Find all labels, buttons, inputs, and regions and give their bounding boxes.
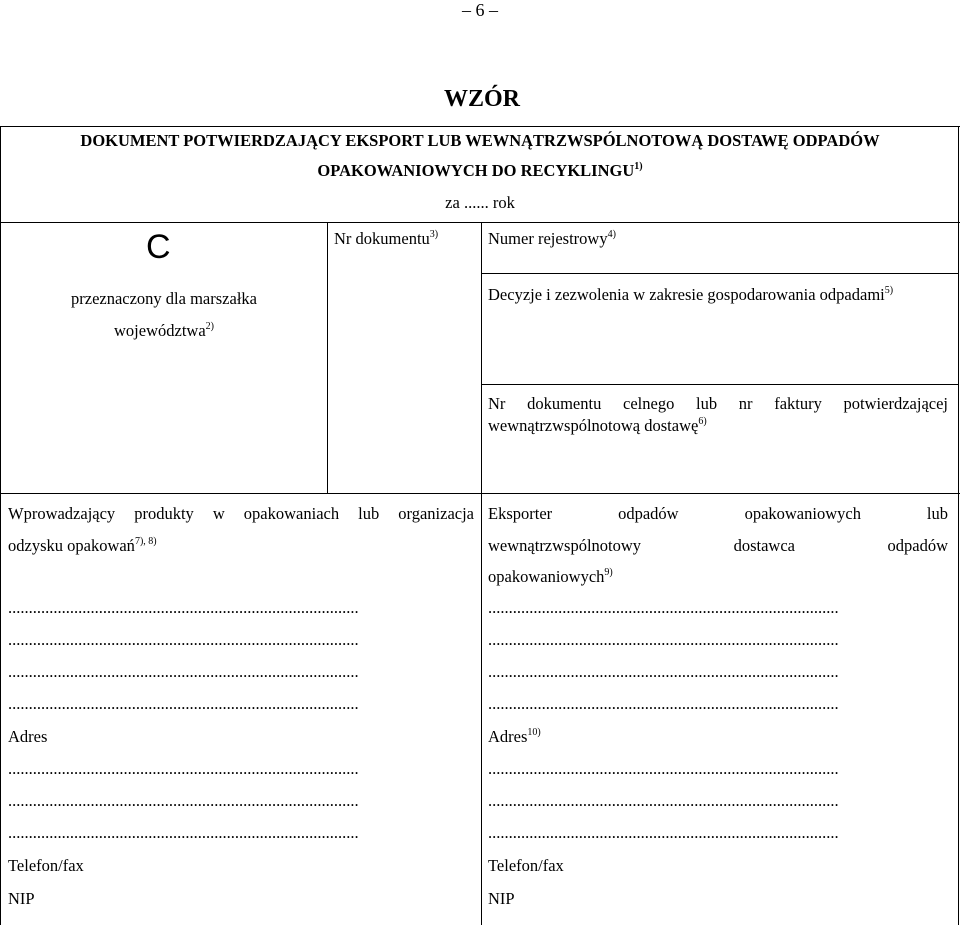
exporter-address-field-1: .....................................................................................	[488, 759, 839, 778]
decisions-label: Decyzje i zezwolenia w zakresie gospodarowania odpadami$^{5)}$	[488, 285, 894, 304]
customs-doc-line1: Nr dokumentu celnego lub nr faktury potwierdzającej	[488, 394, 948, 413]
exporter-name-field-3: .....................................................................................	[488, 662, 839, 681]
decisions-divider	[481, 384, 959, 385]
center-divider	[481, 222, 482, 925]
introducer-nip-label: NIP	[8, 889, 35, 908]
introducer-address-field-1: .....................................................................................	[8, 759, 359, 778]
frame-left-border	[0, 126, 1, 925]
introducer-phone-label: Telefon/fax	[8, 856, 84, 875]
left-box-divider	[327, 222, 328, 493]
registry-number-label: Numer rejestrowy$^{4)}$	[488, 229, 616, 248]
frame-top-border	[0, 126, 960, 127]
form-letter: C	[146, 228, 171, 266]
introducer-name-field-2: .....................................................................................	[8, 630, 359, 649]
section-divider	[0, 493, 960, 494]
registry-divider	[481, 273, 959, 274]
year-line: za ...... rok	[445, 193, 515, 212]
exporter-line2: wewnątrzwspólnotowy dostawca odpadów	[488, 536, 948, 555]
customs-doc-line2: wewnątrzwspólnotową dostawę$^{6)}$	[488, 416, 707, 435]
exporter-phone-label: Telefon/fax	[488, 856, 564, 875]
exporter-address-field-2: .....................................................................................	[488, 791, 839, 810]
recipient-line1: przeznaczony dla marszałka	[71, 289, 257, 308]
recipient-line2: województwa$^{2)}$	[114, 321, 214, 340]
exporter-address-label: Adres$^{10)}$	[488, 727, 541, 746]
introducer-name-field-4: .....................................................................................	[8, 694, 359, 713]
exporter-name-field-1: .....................................................................................	[488, 598, 839, 617]
introducer-line1: Wprowadzający produkty w opakowaniach lub organizacja	[8, 504, 474, 523]
exporter-line3: opakowaniowych$^{9)}$	[488, 567, 613, 586]
page-number: – 6 –	[462, 0, 498, 20]
introducer-name-field-3: .....................................................................................	[8, 662, 359, 681]
introducer-line2: odzysku opakowań$^{7), 8)}$	[8, 536, 157, 555]
exporter-address-field-3: .....................................................................................	[488, 823, 839, 842]
introducer-address-field-2: .....................................................................................	[8, 791, 359, 810]
frame-right-border	[958, 126, 959, 925]
form-heading-line1: DOKUMENT POTWIERDZAJĄCY EKSPORT LUB WEWNĄTRZWSPÓLNOTOWĄ DOSTAWĘ ODPADÓW	[80, 131, 880, 150]
document-number-label: Nr dokumentu$^{3)}$	[334, 229, 439, 248]
exporter-nip-label: NIP	[488, 889, 515, 908]
introducer-name-field-1: .....................................................................................	[8, 598, 359, 617]
exporter-name-field-2: .....................................................................................	[488, 630, 839, 649]
introducer-address-label: Adres	[8, 727, 48, 746]
document-title: WZÓR	[443, 86, 520, 112]
form-heading-line2: OPAKOWANIOWYCH DO RECYKLINGU$^{1)}$	[317, 161, 643, 180]
exporter-line1: Eksporter odpadów opakowaniowych lub	[488, 504, 948, 523]
exporter-name-field-4: .....................................................................................	[488, 694, 839, 713]
heading-divider	[0, 222, 960, 223]
introducer-address-field-3: .....................................................................................	[8, 823, 359, 842]
